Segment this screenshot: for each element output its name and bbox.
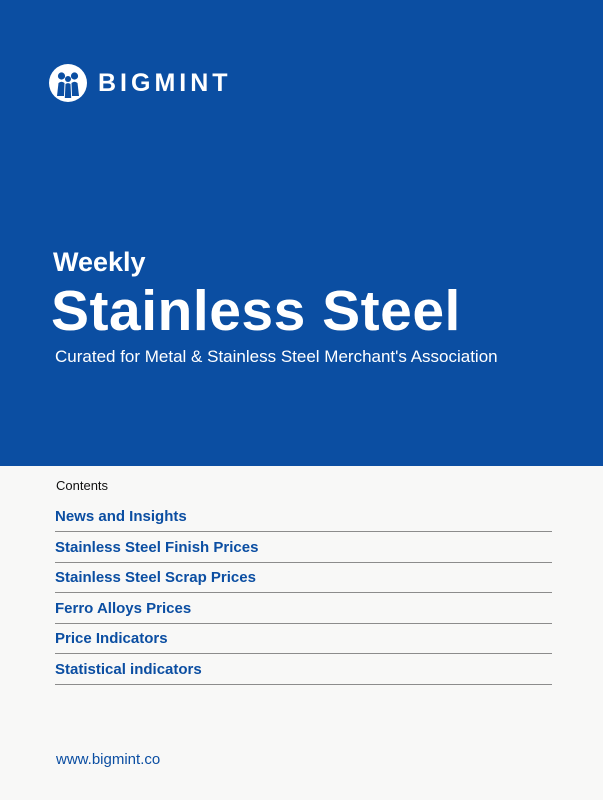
toc-item-finish-prices[interactable]: Stainless Steel Finish Prices bbox=[55, 533, 552, 563]
report-frequency: Weekly bbox=[53, 247, 146, 277]
contents-heading: Contents bbox=[56, 478, 109, 493]
toc-item-statistical-indicators[interactable]: Statistical indicators bbox=[55, 655, 552, 685]
website-link[interactable]: www.bigmint.co bbox=[56, 751, 161, 768]
bigmint-people-logo-icon bbox=[49, 64, 87, 102]
report-title: Stainless Steel bbox=[51, 279, 461, 343]
toc-item-news-and-insights[interactable]: News and Insights bbox=[55, 502, 552, 532]
table-of-contents bbox=[55, 502, 552, 685]
toc-item-price-indicators[interactable]: Price Indicators bbox=[55, 624, 552, 654]
report-subtitle: Curated for Metal & Stainless Steel Merchant's Association bbox=[55, 347, 498, 366]
toc-item-scrap-prices[interactable]: Stainless Steel Scrap Prices bbox=[55, 563, 552, 593]
brand-name: BIGMINT bbox=[98, 69, 232, 97]
toc-item-ferro-alloys-prices[interactable]: Ferro Alloys Prices bbox=[55, 594, 552, 624]
brand-logo bbox=[49, 64, 232, 102]
